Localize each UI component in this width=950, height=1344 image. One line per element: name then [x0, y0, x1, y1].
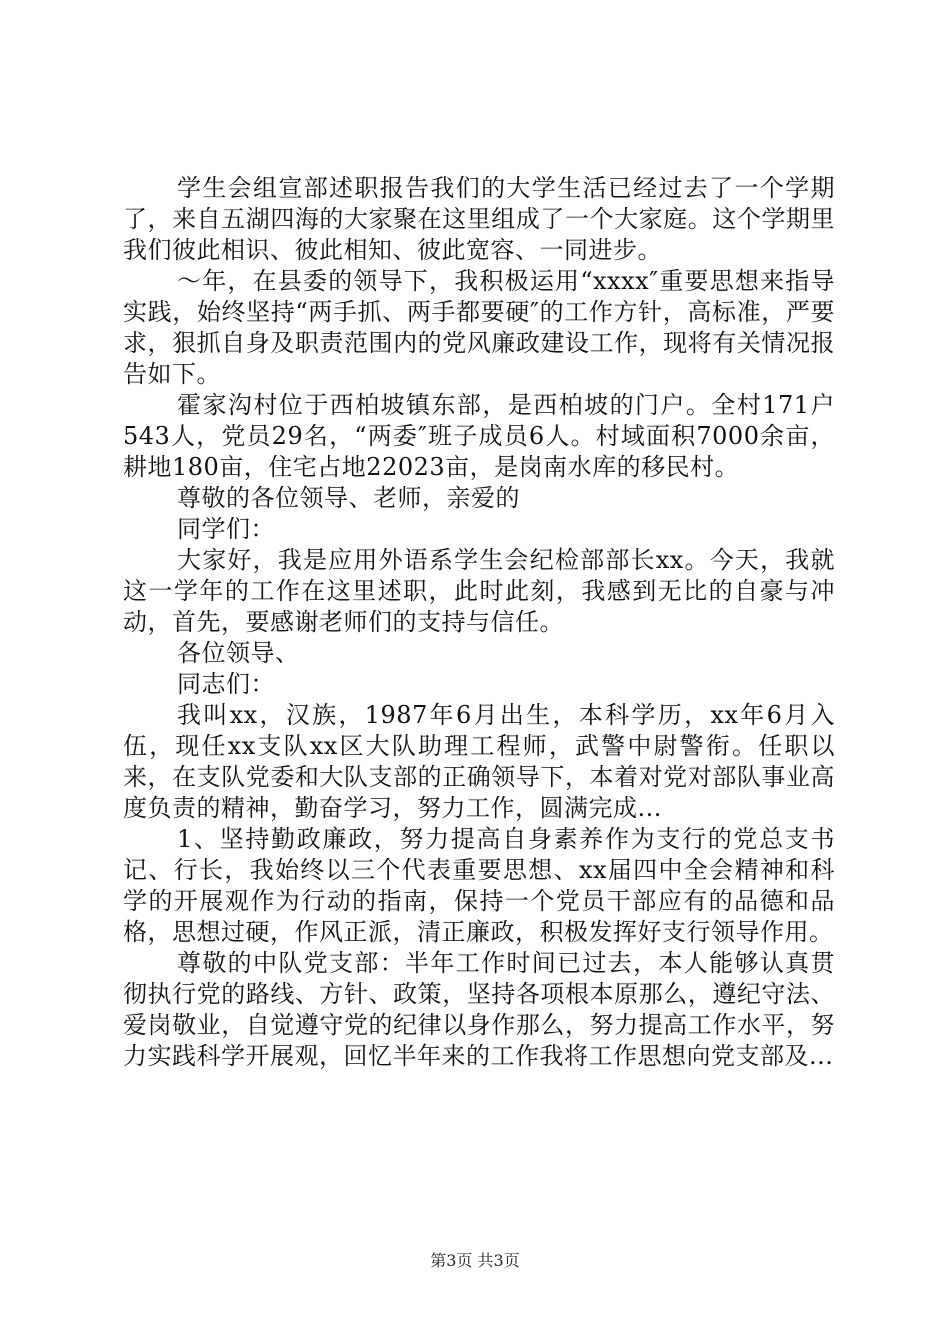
paragraph: 我叫xx，汉族，1987年6月出生，本科学历，xx年6月入伍，现任xx支队xx区大队助理工程师，武警中尉警衔。任职以来，在支队党委和大队支部的正确领导下，本着对党对部队事业高度负责的精神，勤奋学习，努力工作，圆满完成... [123, 701, 835, 822]
paragraph: 各位领导、 [177, 639, 300, 667]
paragraph: 1、坚持勤政廉政，努力提高自身素养作为支行的党总支书记、行长，我始终以三个代表重要思想、xx届四中全会精神和科学的开展观作为行动的指南，保持一个党员干部应有的品德和品格，思想过硬，作风正派，清正廉政，积极发挥好支行领导作用。 [123, 825, 835, 946]
paragraph: ～年，在县委的领导下，我积极运用“xxxx″重要思想来指导实践，始终坚持“两手抓、两手都要硬″的工作方针，高标准，严要求，狠抓自身及职责范围内的党风廉政建设工作，现将有关情况报告如下。 [123, 267, 835, 388]
paragraph: 尊敬的中队党支部：半年工作时间已过去，本人能够认真贯彻执行党的路线、方针、政策，坚持各项根本原那么，遵纪守法、爱岗敬业，自觉遵守党的纪律以身作那么，努力提高工作水平，努力实践科学开展观，回忆半年来的工作我将工作思想向党支部及... [123, 949, 835, 1070]
paragraph: 霍家沟村位于西柏坡镇东部，是西柏坡的门户。全村171户543人，党员29名，“两委″班子成员6人。村域面积7000余亩，耕地180亩，住宅占地22023亩，是岗南水库的移民村。 [123, 391, 835, 481]
paragraph: 大家好，我是应用外语系学生会纪检部部长xx。今天，我就这一学年的工作在这里述职，此时此刻，我感到无比的自豪与冲动，首先，要感谢老师们的支持与信任。 [123, 546, 835, 636]
paragraph: 同志们： [177, 670, 275, 698]
document-body [123, 173, 835, 1072]
paragraph: 学生会组宣部述职报告我们的大学生活已经过去了一个学期了，来自五湖四海的大家聚在这里组成了一个大家庭。这个学期里我们彼此相识、彼此相知、彼此宽容、一同进步。 [123, 174, 835, 264]
paragraph: 同学们： [177, 515, 275, 543]
paragraph: 尊敬的各位领导、老师，亲爱的 [177, 484, 520, 512]
page-number-footer: 第3页 共3页 [430, 1251, 520, 1270]
